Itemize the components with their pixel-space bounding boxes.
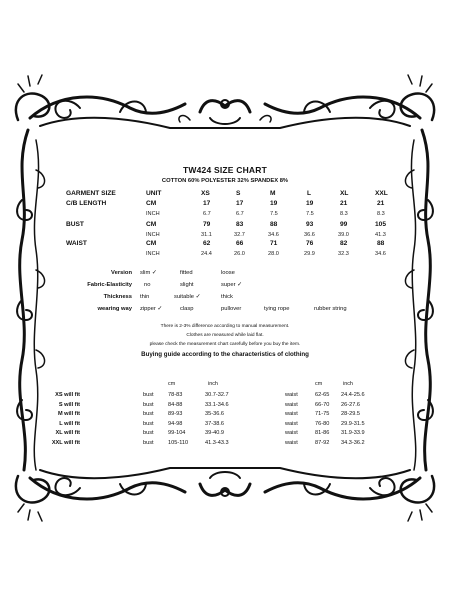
bust-inch-xxl: 41.3	[375, 232, 386, 238]
length-inch-xxl: 8.3	[377, 211, 385, 217]
guide-fit: M will fit	[57, 411, 80, 418]
unit-inch: INCH	[146, 211, 160, 217]
guide-waist-cm: 71-75	[315, 411, 330, 418]
wearing-option-pullover: pullover	[221, 306, 242, 312]
bust-inch-s: 32.7	[234, 232, 245, 238]
elasticity-option-super: super ✓	[221, 282, 242, 288]
wearing-option-clasp: clasp	[180, 306, 194, 312]
waist-inch-xl: 32.3	[338, 251, 349, 257]
buying-guide-title: Buying guide according to the characteristics of clothing	[141, 351, 309, 358]
version-option-fitted: fitted	[180, 270, 193, 276]
guide-waist-label: waist	[285, 440, 298, 446]
length-cm-m: 19	[270, 200, 278, 207]
guide-bust-label: bust	[143, 420, 154, 427]
length-inch-l: 7.5	[306, 211, 314, 217]
wearing-option-rubber-string: rubber string	[314, 306, 347, 312]
note-laid-flat: Clothes are measured while laid flat.	[186, 333, 264, 338]
guide-header-bust-cm: cm	[168, 381, 176, 387]
size-header-m: M	[270, 190, 276, 197]
prop-label-thickness: Thickness	[103, 294, 132, 300]
guide-fit: L will fit	[59, 420, 80, 427]
guide-waist-inch: 24.4-25.6	[341, 392, 365, 398]
guide-header-waist-cm: cm	[315, 381, 323, 387]
unit-inch: INCH	[146, 251, 160, 257]
guide-bust-inch: 30.7-32.7	[205, 392, 229, 398]
waist-cm-xxl: 88	[377, 240, 385, 247]
thickness-option-suitable: suitable ✓	[174, 294, 201, 300]
guide-waist-inch: 29.9-31.5	[341, 420, 365, 427]
wearing-option-tying-rope: tying rope	[264, 306, 290, 312]
size-header-l: L	[307, 190, 312, 197]
bust-cm-xs: 79	[203, 221, 211, 228]
waist-inch-xs: 24.4	[201, 251, 212, 257]
guide-waist-label: waist	[285, 392, 298, 398]
length-cm-l: 19	[306, 200, 314, 207]
guide-bust-inch: 33.1-34.6	[205, 401, 229, 408]
guide-waist-cm: 76-80	[315, 420, 330, 427]
guide-bust-cm: 99-104	[168, 430, 186, 437]
note-check-chart: please check the measurement chart carefully before you buy the item.	[149, 342, 301, 347]
guide-header-waist-inch: inch	[343, 381, 353, 387]
guide-bust-inch: 41.3-43.3	[205, 440, 229, 446]
guide-waist-label: waist	[285, 430, 298, 437]
prop-label-elasticity: Fabric-Elasticity	[87, 282, 132, 288]
wearing-option-zipper: zipper ✓	[140, 306, 163, 312]
guide-fit: XXL will fit	[51, 440, 80, 446]
size-header-xl: XL	[340, 190, 349, 197]
guide-bust-cm: 89-93	[168, 411, 183, 418]
guide-waist-cm: 62-65	[315, 392, 330, 398]
bust-inch-l: 36.6	[304, 232, 315, 238]
guide-bust-label: bust	[143, 392, 154, 398]
thickness-option-thick: thick	[221, 294, 233, 300]
fabric-composition: COTTON 60% POLYESTER 32% SPANDEX 8%	[161, 178, 289, 184]
size-header-xxl: XXL	[375, 190, 388, 197]
guide-bust-inch: 37-38.6	[205, 420, 224, 427]
waist-inch-s: 26.0	[234, 251, 245, 257]
size-header-xs: XS	[201, 190, 210, 197]
bust-cm-l: 93	[306, 221, 314, 228]
guide-waist-inch: 34.3-36.2	[341, 440, 365, 446]
waist-inch-m: 28.0	[268, 251, 279, 257]
chart-title: TW424 SIZE CHART	[183, 165, 267, 175]
guide-header-bust-inch: inch	[208, 381, 218, 387]
waist-cm-m: 71	[270, 240, 278, 247]
guide-waist-inch: 28-29.5	[341, 411, 360, 418]
guide-waist-inch: 26-27.6	[341, 401, 360, 408]
version-option-loose: loose	[221, 270, 235, 276]
guide-waist-cm: 87-92	[315, 440, 330, 446]
prop-label-version: Version	[111, 270, 132, 276]
guide-waist-inch: 31.9-33.9	[341, 430, 365, 437]
guide-bust-inch: 35-36.6	[205, 411, 224, 418]
guide-waist-cm: 66-70	[315, 401, 330, 408]
length-cm-xl: 21	[340, 200, 348, 207]
bust-inch-xl: 39.0	[338, 232, 349, 238]
length-cm-xs: 17	[203, 200, 211, 207]
version-option-slim: slim ✓	[140, 270, 157, 276]
waist-inch-xxl: 34.6	[375, 251, 386, 257]
length-inch-m: 7.5	[270, 211, 278, 217]
unit-cm: CM	[146, 221, 157, 228]
guide-bust-cm: 78-83	[168, 392, 183, 398]
waist-cm-l: 76	[306, 240, 314, 247]
length-inch-xl: 8.3	[340, 211, 348, 217]
size-header-s: S	[236, 190, 241, 197]
bust-cm-m: 88	[270, 221, 278, 228]
row-label-waist: WAIST	[66, 240, 87, 247]
guide-fit: S will fit	[58, 401, 80, 408]
garment-size-header: GARMENT SIZE	[66, 190, 116, 197]
guide-bust-label: bust	[143, 401, 154, 408]
length-inch-xs: 6.7	[203, 211, 211, 217]
note-measurement-difference: There is 2-3% difference according to manual measurement.	[160, 324, 290, 329]
guide-waist-label: waist	[285, 420, 298, 427]
unit-header: UNIT	[146, 190, 162, 197]
waist-cm-xl: 82	[340, 240, 348, 247]
guide-fit: XS will fit	[55, 392, 80, 398]
bust-cm-xxl: 105	[375, 221, 387, 228]
length-cm-xxl: 21	[377, 200, 385, 207]
guide-bust-cm: 94-98	[168, 420, 183, 427]
unit-cm: CM	[146, 200, 157, 207]
length-inch-s: 6.7	[236, 211, 244, 217]
guide-bust-label: bust	[143, 411, 154, 418]
waist-cm-xs: 62	[203, 240, 211, 247]
elasticity-option-no: no	[144, 282, 151, 288]
guide-waist-label: waist	[285, 401, 298, 408]
thickness-option-thin: thin	[140, 294, 150, 300]
guide-waist-cm: 81-86	[315, 430, 330, 437]
waist-inch-l: 29.9	[304, 251, 315, 257]
row-label-length: C/B LENGTH	[66, 200, 107, 207]
row-label-bust: BUST	[66, 221, 84, 228]
guide-bust-label: bust	[143, 430, 154, 437]
guide-waist-label: waist	[285, 411, 298, 418]
bust-inch-xs: 31.1	[201, 232, 212, 238]
unit-cm: CM	[146, 240, 157, 247]
guide-bust-cm: 84-88	[168, 401, 183, 408]
unit-inch: INCH	[146, 232, 160, 238]
bust-cm-s: 83	[236, 221, 244, 228]
waist-cm-s: 66	[236, 240, 244, 247]
guide-bust-label: bust	[143, 440, 154, 446]
length-cm-s: 17	[236, 200, 244, 207]
guide-bust-inch: 39-40.9	[205, 430, 224, 437]
bust-inch-m: 34.6	[268, 232, 279, 238]
guide-fit: XL will fit	[55, 430, 80, 437]
elasticity-option-slight: slight	[180, 282, 194, 288]
guide-bust-cm: 105-110	[168, 440, 189, 446]
bust-cm-xl: 99	[340, 221, 348, 228]
prop-label-wearing-way: wearing way	[97, 306, 132, 312]
